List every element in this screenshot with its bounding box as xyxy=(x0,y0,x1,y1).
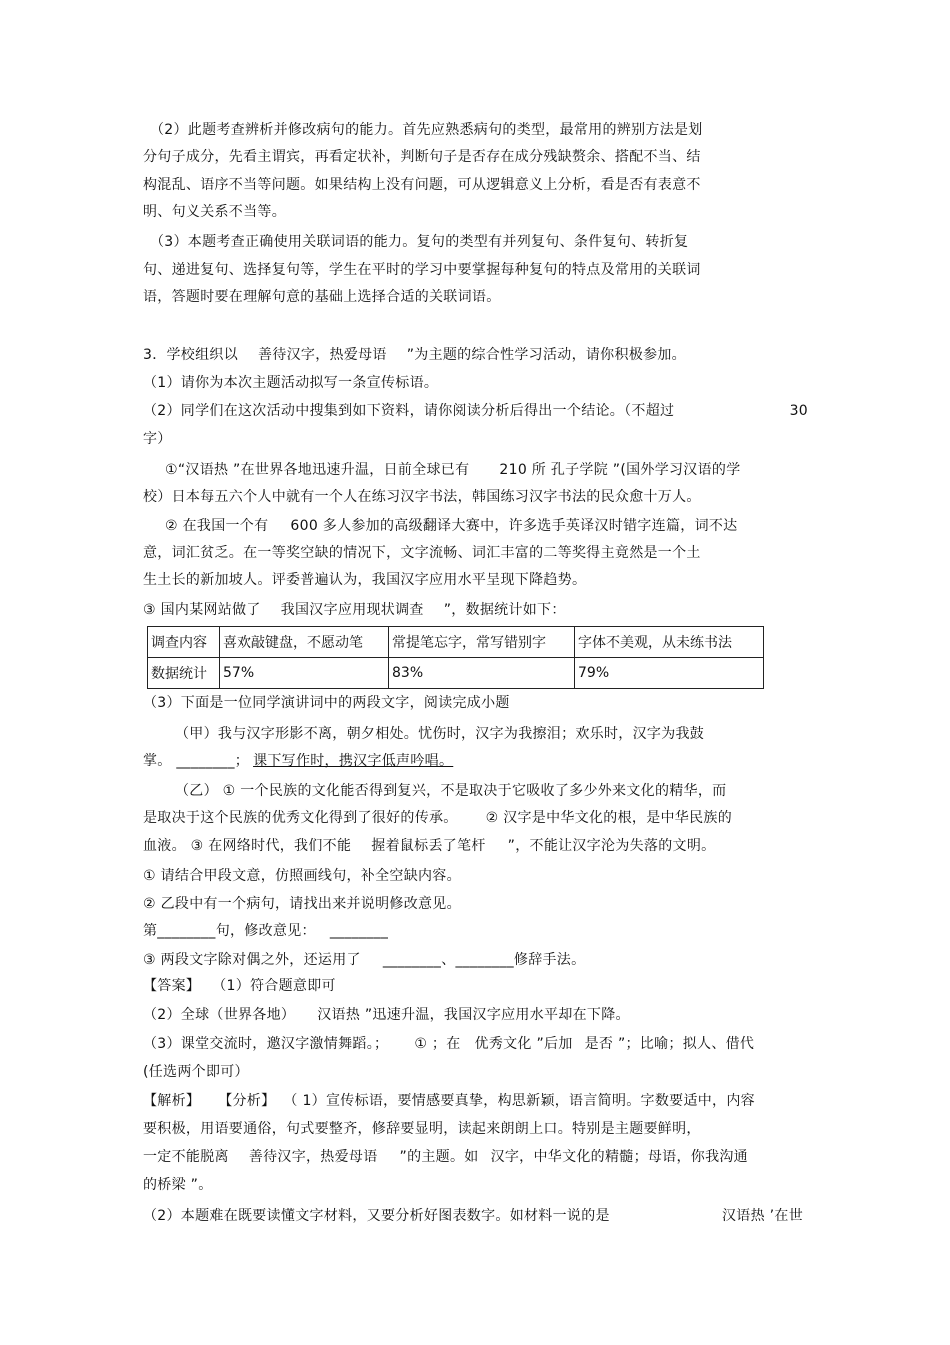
small-question-2-fill-a: 第________句，修改意见： xyxy=(143,923,316,939)
subquestion-2-limit: 30 xyxy=(789,403,808,419)
table-cell: 57% xyxy=(220,658,389,689)
material-3-b: 我国汉字应用现状调查 xyxy=(280,602,424,618)
table-header-cell: 常提笔忘字，常写错别字 xyxy=(389,627,575,658)
analysis-line-4: 的桥梁 ”。 xyxy=(143,1177,213,1193)
material-2-line-3: 生土长的新加坡人。评委普遍认为，我国汉字应用水平呈现下降趋势。 xyxy=(143,572,587,588)
table-header-cell: 字体不美观，从未练书法 xyxy=(575,627,764,658)
analysis-line-3-b: 善待汉字，热爱母语 xyxy=(248,1149,378,1165)
material-2-a: ② 在我国一个有 xyxy=(165,518,269,534)
material-3-a: ③ 国内某网站做了 xyxy=(143,602,261,618)
analysis-line-3-d: 汉字，中华文化的精髓；母语，你我沟通 xyxy=(490,1149,748,1165)
passage-yi-c3: ”，不能让汉字沦为失落的文明。 xyxy=(507,838,716,854)
analysis-tag: 【解析】 xyxy=(143,1093,201,1109)
passage-yi-line-2 xyxy=(143,809,732,827)
answer-3-c: 优秀文化 ”后加 xyxy=(474,1036,573,1052)
passage-yi-b2: ② 汉字是中华文化的根，是中华民族的 xyxy=(485,810,733,826)
analysis-line-1 xyxy=(143,1092,755,1110)
answer-1: （1）符合题意即可 xyxy=(212,978,336,994)
analysis-line-5-a: （2）本题难在既要读懂文字材料，又要分析好图表数字。如材料一说的是 xyxy=(143,1208,610,1224)
passage-yi-line-3 xyxy=(143,837,715,855)
answer-line-2 xyxy=(143,1006,630,1024)
analysis-p2-line-4: 明、句义关系不当等。 xyxy=(143,204,286,220)
table-header-cell: 喜欢敲键盘，不愿动笔 xyxy=(220,627,389,658)
subquestion-3: （3）下面是一位同学演讲词中的两段文字，阅读完成小题 xyxy=(143,695,510,711)
table-row xyxy=(148,627,764,658)
question-title-a: 3．学校组织以 xyxy=(143,347,239,363)
answer-2-a: （2）全球（世界各地） xyxy=(143,1007,296,1023)
passage-yi-c2: 握着鼠标丢了笔杆 xyxy=(371,838,486,854)
material-1-line-1 xyxy=(165,461,741,479)
answer-3-a: （3）课堂交流时，邀汉字激情舞蹈。； xyxy=(143,1036,389,1052)
analysis-line-3 xyxy=(143,1148,748,1166)
passage-jia-blank: 掌。 ________； xyxy=(143,753,250,769)
passage-yi-line-1: （乙） ① 一个民族的文化能否得到复兴，不是取决于它吸收了多少外来文化的精华，而 xyxy=(175,783,727,799)
small-question-3 xyxy=(143,951,585,969)
table-cell: 79% xyxy=(575,658,764,689)
analysis-line-1-text: （ 1）宣传标语，要情感要真挚，构思新颖，语言简明。字数要适中，内容 xyxy=(283,1093,755,1109)
small-question-3-a: ③ 两段文字除对偶之外，还运用了 xyxy=(143,952,361,968)
material-2-b: 600 多人参加的高级翻译大赛中，许多选手英译汉时错字连篇，词不达 xyxy=(290,518,738,534)
table-header-cell: 调查内容 xyxy=(148,627,220,658)
question-title-c: ”为主题的综合性学习活动，请你积极参加。 xyxy=(406,347,686,363)
question-title-theme: 善待汉字，热爱母语 xyxy=(258,347,387,363)
small-question-2-fill xyxy=(143,922,388,940)
table-row xyxy=(148,658,764,689)
analysis-line-3-c: ”的主题。如 xyxy=(399,1149,479,1165)
question-title xyxy=(143,346,686,364)
material-1-b: 210 所 孔子学院 ”(国外学习汉语的学 xyxy=(499,462,741,478)
passage-yi-c1: 血液。 ③ 在网络时代，我们不能 xyxy=(143,838,352,854)
material-1-line-2: 校）日本每五六个人中就有一个人在练习汉字书法，韩国练习汉字书法的民众愈十万人。 xyxy=(143,489,701,505)
answer-tag: 【答案】 xyxy=(143,978,201,994)
analysis-line-5-b: 汉语热 ’在世 xyxy=(722,1208,803,1224)
small-question-2: ② 乙段中有一个病句，请找出来并说明修改意见。 xyxy=(143,896,461,912)
small-question-3-b: ________、________修辞手法。 xyxy=(382,952,586,968)
analysis-p2-line-3: 构混乱、语序不当等问题。如果结构上没有问题，可从逻辑意义上分析，看是否有表意不 xyxy=(143,177,701,193)
table-cell: 数据统计 xyxy=(148,658,220,689)
subquestion-1: （1）请你为本次主题活动拟写一条宣传标语。 xyxy=(143,375,439,391)
material-3-c: ”，数据统计如下： xyxy=(443,602,566,618)
passage-jia-underlined-sentence: 课下写作时，携汉字低声吟唱。 xyxy=(253,753,454,769)
material-2-line-1 xyxy=(165,517,737,535)
small-question-1: ① 请结合甲段文意，仿照画线句，补全空缺内容。 xyxy=(143,868,461,884)
answer-line-1 xyxy=(143,977,336,995)
subquestion-2-unit: 字） xyxy=(143,431,172,447)
analysis-line-3-a: 一定不能脱离 xyxy=(143,1149,229,1165)
subquestion-2 xyxy=(143,402,808,420)
analysis-p2-line-2: 分句子成分，先看主谓宾，再看定状补，判断句子是否存在成分残缺赘余、搭配不当、结 xyxy=(143,149,701,165)
analysis-line-5 xyxy=(143,1207,803,1225)
analysis-p3-line-2: 句、递进复句、选择复句等，学生在平时的学习中要掌握每种复句的特点及常用的关联词 xyxy=(143,262,701,278)
answer-line-4: (任选两个即可） xyxy=(143,1064,249,1080)
material-2-line-2: 意，词汇贫乏。在一等奖空缺的情况下，文字流畅、词汇丰富的二等奖得主竟然是一个土 xyxy=(143,545,701,561)
answer-3-d: 是否 ”；比喻；拟人、借代 xyxy=(584,1036,755,1052)
passage-yi-b1: 是取决于这个民族的优秀文化得到了很好的传承。 xyxy=(143,810,458,826)
table-cell: 83% xyxy=(389,658,575,689)
analysis-p2-line-1: （2）此题考查辨析并修改病句的能力。首先应熟悉病句的类型，最常用的辨别方法是划 xyxy=(150,122,703,138)
passage-jia-line-1: （甲）我与汉字形影不离，朝夕相处。忧伤时，汉字为我擦泪；欢乐时，汉字为我鼓 xyxy=(175,726,705,742)
analysis-line-2: 要积极，用语要通俗，句式要整齐，修辞要显明，读起来朗朗上口。特别是主题要鲜明， xyxy=(143,1121,701,1137)
answer-line-3 xyxy=(143,1035,754,1053)
analysis-tag-b: 【分析】 xyxy=(218,1093,276,1109)
passage-jia-line-2 xyxy=(143,752,467,770)
subquestion-2-text: （2）同学们在这次活动中搜集到如下资料，请你阅读分析后得出一个结论。（不超过 xyxy=(143,403,675,419)
analysis-p3-line-3: 语，答题时要在理解句意的基础上选择合适的关联词语。 xyxy=(143,289,501,305)
material-1-a: ①“汉语热 ”在世界各地迅速升温，日前全球已有 xyxy=(165,462,470,478)
survey-table xyxy=(147,626,764,689)
answer-2-b: 汉语热 ”迅速升温，我国汉字应用水平却在下降。 xyxy=(317,1007,630,1023)
answer-3-b: ① ；在 xyxy=(414,1036,461,1052)
small-question-2-fill-b: ________ xyxy=(329,923,389,939)
analysis-p3-line-1: （3）本题考查正确使用关联词语的能力。复句的类型有并列复句、条件复句、转折复 xyxy=(150,234,689,250)
material-3-line xyxy=(143,601,566,619)
